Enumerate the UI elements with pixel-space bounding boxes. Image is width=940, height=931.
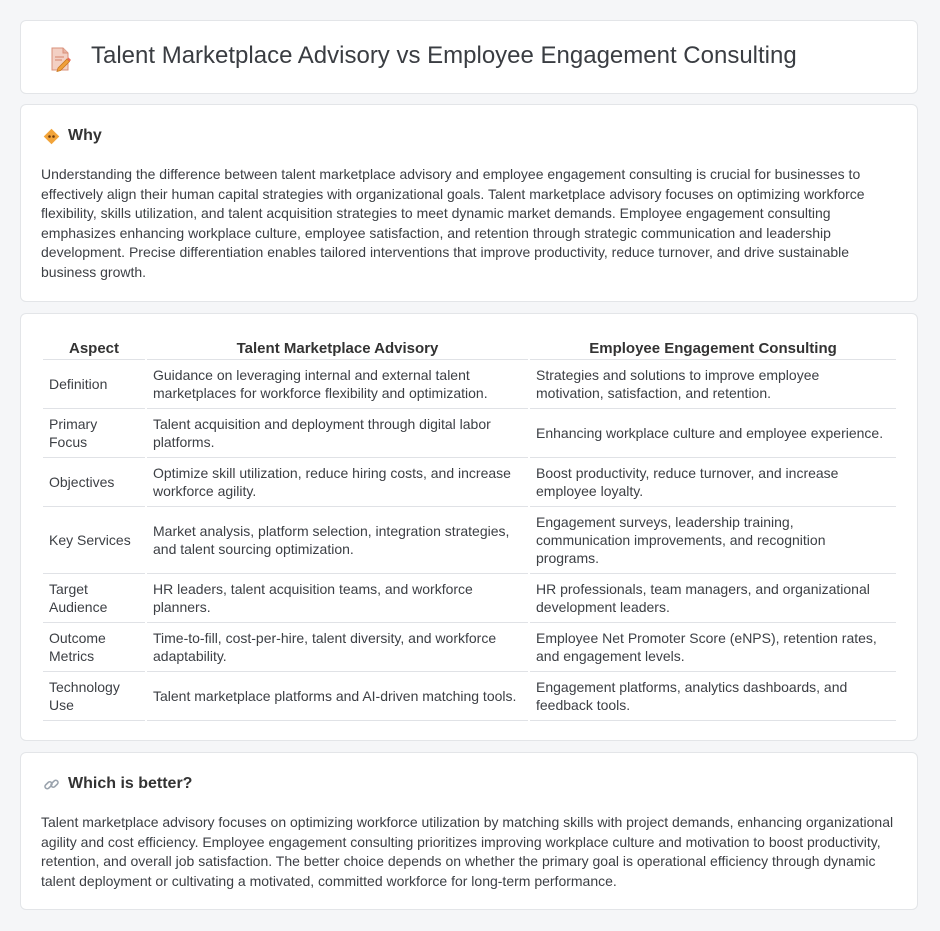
better-text: Talent marketplace advisory focuses on optimizing workforce utilization by matching skills with project demands, enhancing organizational agility and cost efficiency. Employee engagement consulting prioritizes improving workplace culture and motivation to boost productivity, retention, and overall job satisfaction. The better choice depends on whether the primary goal is operational efficiency through dynamic talent deployment or cultivating a motivated, committed workforce for long-term performance. [41,814,894,889]
table-header-row [43,336,896,360]
row-aspect: Technology Use [43,672,145,721]
table-row [43,672,896,721]
row-aspect: Outcome Metrics [43,623,145,672]
row-talent-value: Guidance on leveraging internal and external talent marketplaces for workforce flexibility and optimization. [147,360,528,409]
table-row [43,623,896,672]
link-icon [43,776,60,793]
document-pencil-icon [47,46,73,72]
row-talent-value: HR leaders, talent acquisition teams, and workforce planners. [147,574,528,623]
better-heading [43,775,192,793]
row-engagement-value: Employee Net Promoter Score (eNPS), retention rates, and engagement levels. [530,623,896,672]
row-talent-value: Talent acquisition and deployment through digital labor platforms. [147,409,528,458]
why-text: Understanding the difference between talent marketplace advisory and employee engagement consulting is crucial for businesses to effectively align their human capital strategies with organizational goals. Talent marketplace advisory focuses on optimizing workforce flexibility, skills utilization, and talent acquisition strategies to meet dynamic market demands. Employee engagement consulting emphasizes enhancing workplace culture, employee satisfaction, and retention through strategic communication and leadership development. Precise differentiation enables tailored interventions that improve productivity, reduce turnover, and drive sustainable business growth. [41,166,865,280]
better-title: Which is better? [68,775,193,792]
table-row [43,458,896,507]
row-aspect: Primary Focus [43,409,145,458]
header-employee-engagement: Employee Engagement Consulting [530,336,896,360]
table-row [43,360,896,409]
row-engagement-value: Strategies and solutions to improve employee motivation, satisfaction, and retention. [530,360,896,409]
diamond-icon [43,128,60,145]
row-engagement-value: Engagement platforms, analytics dashboards, and feedback tools. [530,672,896,721]
row-engagement-value: Boost productivity, reduce turnover, and increase employee loyalty. [530,458,896,507]
row-engagement-value: Engagement surveys, leadership training, communication improvements, and recognition programs. [530,507,896,574]
why-title: Why [68,127,102,144]
row-talent-value: Market analysis, platform selection, integration strategies, and talent sourcing optimization. [147,507,528,574]
why-section [20,104,918,302]
row-aspect: Definition [43,360,145,409]
why-heading [43,127,102,145]
header-talent-marketplace: Talent Marketplace Advisory [147,336,528,360]
row-talent-value: Time-to-fill, cost-per-hire, talent diversity, and workforce adaptability. [147,623,528,672]
comparison-table-card [20,313,918,741]
table-row [43,507,896,574]
row-engagement-value: Enhancing workplace culture and employee experience. [530,409,896,458]
row-aspect: Key Services [43,507,145,574]
which-is-better-section [20,752,918,910]
row-aspect: Objectives [43,458,145,507]
page-title: Talent Marketplace Advisory vs Employee Engagement Consulting [91,42,797,69]
row-talent-value: Optimize skill utilization, reduce hiring costs, and increase workforce agility. [147,458,528,507]
comparison-table [41,336,898,721]
row-engagement-value: HR professionals, team managers, and organizational development leaders. [530,574,896,623]
header-aspect: Aspect [43,336,145,360]
row-talent-value: Talent marketplace platforms and AI-driven matching tools. [147,672,528,721]
row-aspect: Target Audience [43,574,145,623]
header-card [20,20,918,94]
table-row [43,574,896,623]
table-row [43,409,896,458]
